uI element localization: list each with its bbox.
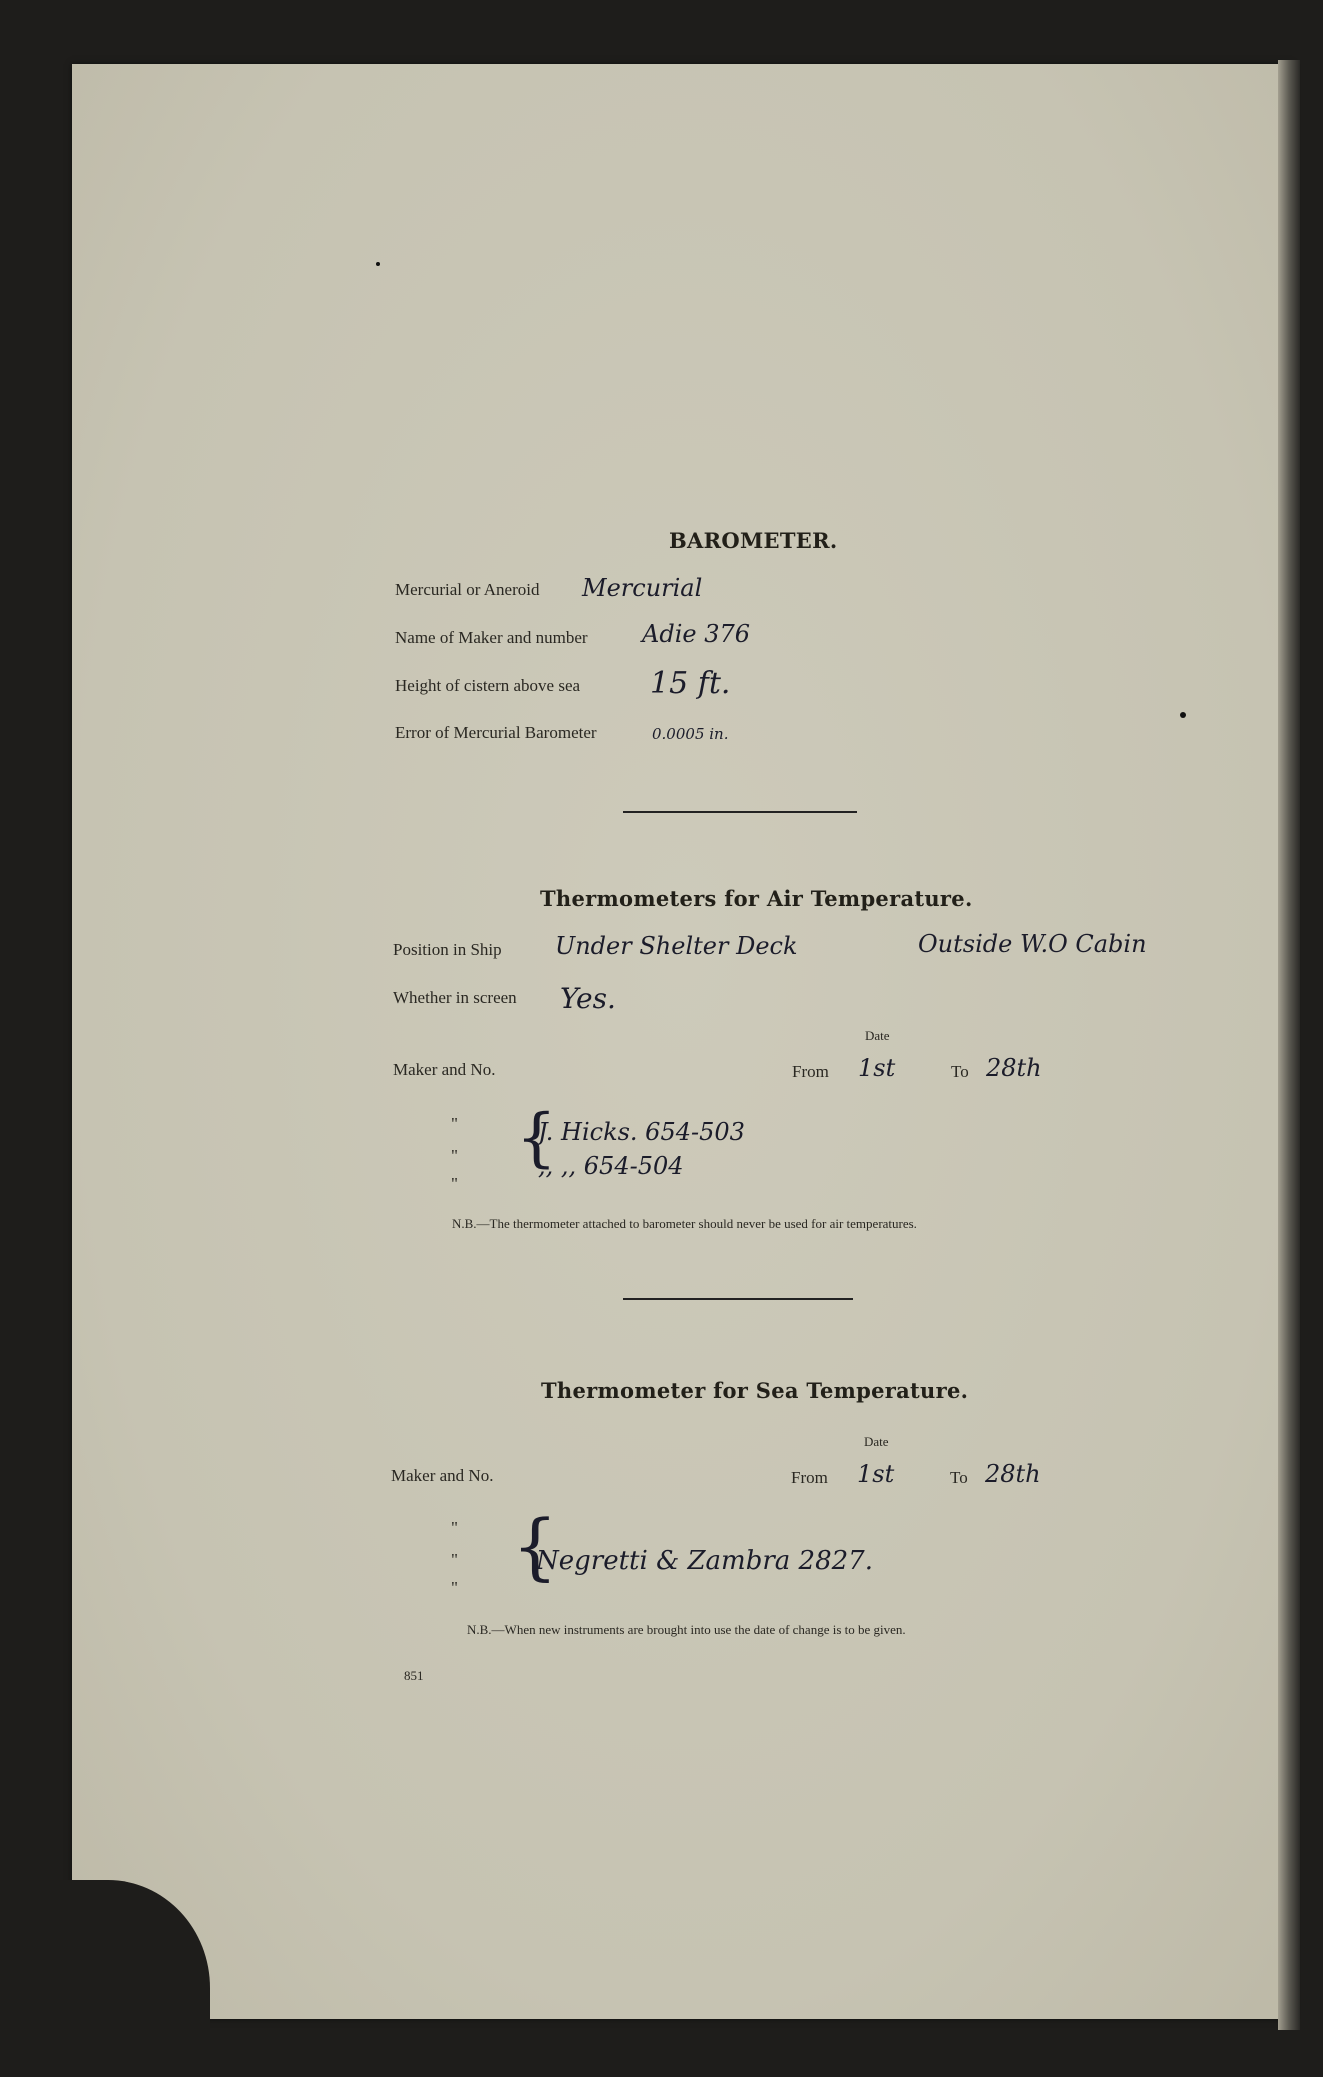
date-label: Date	[865, 1028, 890, 1043]
from-label: From	[791, 1468, 828, 1487]
maker-label: Maker and No.	[391, 1466, 494, 1485]
field-value: 0.0005 in.	[652, 725, 729, 743]
ditto-mark: "	[451, 1550, 458, 1569]
page-number: 851	[404, 1668, 424, 1683]
ink-spot	[1180, 712, 1186, 718]
date-label: Date	[864, 1434, 889, 1449]
maker-entry: Negretti & Zambra 2827.	[536, 1546, 873, 1576]
from-value: 1st	[858, 1054, 896, 1082]
barometer-title: BAROMETER.	[669, 528, 838, 553]
divider	[623, 811, 857, 813]
field-label: Height of cistern above sea	[395, 676, 581, 695]
field-value: 15 ft.	[650, 666, 731, 701]
air-title: Thermometers for Air Temperature.	[540, 886, 973, 911]
sea-title: Thermometer for Sea Temperature.	[541, 1378, 969, 1403]
position-value: Under Shelter Deck	[555, 932, 798, 960]
ditto-mark: "	[451, 1518, 458, 1537]
field-label: Error of Mercurial Barometer	[395, 723, 597, 742]
from-value: 1st	[857, 1460, 895, 1488]
ditto-mark: "	[451, 1114, 458, 1133]
to-label: To	[951, 1062, 969, 1081]
to-value: 28th	[986, 1054, 1042, 1082]
field-label: Name of Maker and number	[395, 628, 588, 647]
ditto-mark: "	[451, 1578, 458, 1597]
maker-entry: ,, ,, 654-504	[538, 1152, 684, 1180]
maker-label: Maker and No.	[393, 1060, 496, 1079]
screen-value: Yes.	[560, 982, 616, 1015]
field-value: Adie 376	[642, 620, 751, 648]
document-page	[72, 64, 1292, 2019]
maker-entry: J. Hicks. 654-503	[538, 1118, 745, 1146]
air-note: N.B.—The thermometer attached to barometer should never be used for air temperatures.	[452, 1216, 917, 1231]
ink-spot	[376, 262, 380, 266]
divider	[623, 1298, 853, 1300]
ditto-mark: "	[451, 1174, 458, 1193]
field-label: Mercurial or Aneroid	[395, 580, 540, 599]
from-label: From	[792, 1062, 829, 1081]
to-label: To	[950, 1468, 968, 1487]
ditto-mark: "	[451, 1146, 458, 1165]
position-value-2: Outside W.O Cabin	[918, 930, 1147, 958]
brace-icon: {	[516, 1101, 557, 1175]
page-edge	[1278, 60, 1300, 2030]
position-label: Position in Ship	[393, 940, 502, 959]
sea-note: N.B.—When new instruments are brought into use the date of change is to be given.	[467, 1622, 906, 1637]
to-value: 28th	[985, 1460, 1041, 1488]
brace-icon: {	[512, 1504, 558, 1588]
field-value: Mercurial	[582, 574, 703, 602]
screen-label: Whether in screen	[393, 988, 517, 1007]
